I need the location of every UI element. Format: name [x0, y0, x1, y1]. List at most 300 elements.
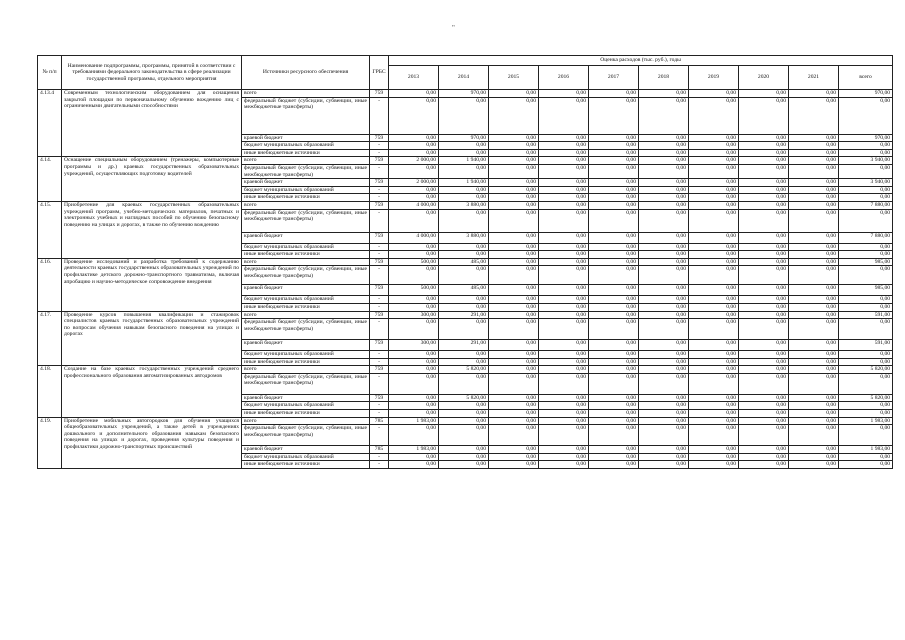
value-year: 0,00	[539, 296, 589, 304]
value-year: 0,00	[739, 149, 789, 157]
value-total: 591,00	[839, 340, 893, 351]
table-row	[38, 366, 893, 374]
value-total: 3 940,00	[839, 179, 893, 187]
value-year: 0,00	[739, 373, 789, 394]
value-year: 0,00	[389, 149, 439, 157]
value-year: 0,00	[389, 373, 439, 394]
value-year: 4 000,00	[389, 201, 439, 209]
value-year: 2 000,00	[389, 179, 439, 187]
value-year: 0,00	[439, 296, 489, 304]
value-year: 0,00	[789, 366, 839, 374]
header-year: 2019	[689, 66, 739, 90]
value-year: 485,00	[439, 285, 489, 296]
value-year: 0,00	[789, 425, 839, 446]
value-year: 0,00	[739, 186, 789, 194]
value-year: 0,00	[389, 134, 439, 142]
value-year: 0,00	[639, 417, 689, 425]
item-number: 4.13.4	[38, 90, 62, 157]
source-extra: иные внебюджетные источники	[242, 358, 370, 366]
header-year: 2014	[439, 66, 489, 90]
value-year: 0,00	[739, 394, 789, 402]
value-total: 7 880,00	[839, 201, 893, 209]
grbs-code: -	[370, 351, 389, 359]
value-year: 3 880,00	[439, 232, 489, 243]
value-year: 0,00	[589, 258, 639, 266]
value-year: 0,00	[489, 351, 539, 359]
value-year: 0,00	[439, 373, 489, 394]
value-year: 0,00	[789, 402, 839, 410]
value-year: 0,00	[389, 351, 439, 359]
value-year: 0,00	[789, 164, 839, 178]
value-year: 0,00	[389, 194, 439, 202]
grbs-code: -	[370, 425, 389, 446]
item-number: 4.14.	[38, 157, 62, 202]
value-year: 0,00	[789, 142, 839, 150]
value-year: 0,00	[539, 157, 589, 165]
header-no: № п/п	[38, 56, 62, 90]
value-year: 0,00	[689, 209, 739, 232]
value-year: 300,00	[389, 340, 439, 351]
value-year: 0,00	[789, 417, 839, 425]
value-year: 0,00	[789, 179, 839, 187]
value-year: 0,00	[589, 296, 639, 304]
grbs-code: 785	[370, 417, 389, 425]
source-extra: иные внебюджетные источники	[242, 303, 370, 311]
grbs-code: 759	[370, 90, 389, 98]
value-year: 0,00	[639, 164, 689, 178]
value-year: 0,00	[689, 402, 739, 410]
value-year: 1 940,00	[439, 179, 489, 187]
value-year: 0,00	[589, 285, 639, 296]
value-year: 0,00	[639, 425, 689, 446]
value-year: 0,00	[639, 134, 689, 142]
grbs-code: -	[370, 209, 389, 232]
item-name: Проведение курсов повышения квалификации и стажировок специалистов краевых государственных образовательных учреждений по вопросам обучения навыкам безопасного поведения на улицах и дорогах	[62, 311, 242, 366]
value-year: 0,00	[389, 243, 439, 251]
source-total: всего	[242, 417, 370, 425]
value-year: 1 983,00	[389, 446, 439, 454]
grbs-code: 759	[370, 232, 389, 243]
value-year: 0,00	[539, 97, 589, 134]
value-year: 0,00	[589, 394, 639, 402]
value-year: 0,00	[689, 251, 739, 259]
value-year: 0,00	[489, 179, 539, 187]
value-year: 0,00	[539, 243, 589, 251]
value-year: 0,00	[739, 351, 789, 359]
value-year: 0,00	[739, 209, 789, 232]
value-year: 500,00	[389, 285, 439, 296]
value-year: 0,00	[389, 90, 439, 98]
grbs-code: 759	[370, 366, 389, 374]
value-year: 0,00	[389, 186, 439, 194]
source-extra: иные внебюджетные источники	[242, 149, 370, 157]
value-year: 0,00	[789, 243, 839, 251]
value-year: 0,00	[589, 157, 639, 165]
grbs-code: -	[370, 296, 389, 304]
value-year: 0,00	[789, 303, 839, 311]
grbs-code: 759	[370, 157, 389, 165]
value-year: 0,00	[539, 417, 589, 425]
value-year: 0,00	[389, 366, 439, 374]
value-year: 0,00	[439, 186, 489, 194]
item-name: Создание на базе краевых государственных учреждений среднего профессионального образования автоматизированных автодромов	[62, 366, 242, 417]
value-year: 0,00	[539, 351, 589, 359]
value-total: 0,00	[839, 194, 893, 202]
value-total: 5 820,00	[839, 366, 893, 374]
value-year: 0,00	[589, 425, 639, 446]
expense-table	[37, 55, 893, 469]
value-year: 0,00	[689, 453, 739, 461]
value-year: 0,00	[689, 358, 739, 366]
item-name: Приобретение мобильных автогородков для обучения учащихся общеобразовательных учреждений, а также детей в учреждениях дошкольного и дополнительного образования навыкам безопасного поведения на улицах и дорогах, проведения культуры поведения и профилактики дорожно-транспортных происшествий	[62, 417, 242, 468]
value-year: 0,00	[389, 142, 439, 150]
grbs-code: -	[370, 142, 389, 150]
value-year: 4 000,00	[389, 232, 439, 243]
value-year: 0,00	[789, 373, 839, 394]
value-year: 0,00	[639, 410, 689, 418]
value-year: 0,00	[489, 258, 539, 266]
value-year: 0,00	[639, 201, 689, 209]
value-year: 0,00	[789, 90, 839, 98]
value-year: 0,00	[739, 285, 789, 296]
value-year: 970,00	[439, 90, 489, 98]
value-year: 0,00	[689, 296, 739, 304]
value-year: 0,00	[439, 194, 489, 202]
value-year: 0,00	[489, 243, 539, 251]
value-total: 0,00	[839, 142, 893, 150]
value-total: 7 880,00	[839, 232, 893, 243]
value-year: 0,00	[689, 311, 739, 319]
value-year: 0,00	[489, 97, 539, 134]
value-year: 0,00	[639, 157, 689, 165]
value-year: 0,00	[439, 410, 489, 418]
value-year: 0,00	[739, 232, 789, 243]
value-year: 0,00	[689, 373, 739, 394]
value-year: 0,00	[739, 366, 789, 374]
value-year: 0,00	[789, 358, 839, 366]
value-year: 0,00	[739, 134, 789, 142]
header-source: Источники ресурсного обеспечения	[242, 56, 370, 90]
value-year: 0,00	[539, 410, 589, 418]
value-year: 0,00	[789, 149, 839, 157]
value-total: 0,00	[839, 209, 893, 232]
value-year: 0,00	[489, 285, 539, 296]
value-year: 0,00	[789, 285, 839, 296]
value-year: 0,00	[489, 453, 539, 461]
value-year: 0,00	[439, 164, 489, 178]
header-year: 2020	[739, 66, 789, 90]
value-year: 0,00	[539, 201, 589, 209]
value-year: 0,00	[539, 311, 589, 319]
value-total: 0,00	[839, 351, 893, 359]
value-year: 0,00	[589, 232, 639, 243]
item-name: Проведение исследований и разработка требований к содержанию деятельности краевых государственных образовательных учреждений по профилактике детского дорожно-транспортного травматизма, включая апробацию и научно-методическое сопровождение внедрения	[62, 258, 242, 311]
value-year: 0,00	[539, 164, 589, 178]
value-year: 0,00	[489, 417, 539, 425]
value-total: 0,00	[839, 373, 893, 394]
value-year: 0,00	[439, 142, 489, 150]
value-year: 2 000,00	[389, 157, 439, 165]
value-year: 0,00	[589, 243, 639, 251]
value-year: 0,00	[589, 311, 639, 319]
value-year: 0,00	[739, 179, 789, 187]
value-year: 0,00	[689, 394, 739, 402]
value-year: 0,00	[789, 410, 839, 418]
value-year: 0,00	[639, 243, 689, 251]
value-year: 0,00	[639, 446, 689, 454]
value-year: 0,00	[489, 90, 539, 98]
value-year: 0,00	[389, 410, 439, 418]
value-year: 0,00	[489, 311, 539, 319]
value-year: 291,00	[439, 311, 489, 319]
value-year: 0,00	[739, 319, 789, 340]
value-year: 0,00	[639, 311, 689, 319]
value-year: 0,00	[689, 366, 739, 374]
source-total: всего	[242, 201, 370, 209]
source-federal: федеральный бюджет (субсидии, субвенции, иные межбюджетные трансферты)	[242, 373, 370, 394]
value-year: 0,00	[439, 266, 489, 285]
header-year: 2021	[789, 66, 839, 90]
value-year: 0,00	[589, 149, 639, 157]
value-year: 0,00	[589, 402, 639, 410]
grbs-code: -	[370, 373, 389, 394]
item-number: 4.18.	[38, 366, 62, 417]
source-municipal: бюджет муниципальных образований	[242, 243, 370, 251]
value-year: 0,00	[689, 446, 739, 454]
value-year: 3 880,00	[439, 201, 489, 209]
value-year: 0,00	[389, 303, 439, 311]
value-total: 0,00	[839, 97, 893, 134]
value-year: 0,00	[539, 258, 589, 266]
header-year: 2015	[489, 66, 539, 90]
grbs-code: -	[370, 194, 389, 202]
grbs-code: 759	[370, 134, 389, 142]
value-year: 0,00	[639, 402, 689, 410]
value-year: 0,00	[589, 417, 639, 425]
value-year: 0,00	[589, 164, 639, 178]
grbs-code: -	[370, 402, 389, 410]
value-year: 0,00	[739, 461, 789, 469]
value-year: 0,00	[389, 209, 439, 232]
value-year: 0,00	[589, 410, 639, 418]
value-year: 0,00	[589, 340, 639, 351]
value-year: 0,00	[789, 311, 839, 319]
grbs-code: -	[370, 164, 389, 178]
value-year: 0,00	[539, 453, 589, 461]
grbs-code: -	[370, 303, 389, 311]
header-grbs: ГРБС	[370, 56, 389, 90]
value-year: 0,00	[439, 461, 489, 469]
value-year: 0,00	[689, 149, 739, 157]
source-regional: краевой бюджет	[242, 134, 370, 142]
grbs-code: 759	[370, 285, 389, 296]
value-year: 0,00	[689, 410, 739, 418]
value-year: 0,00	[489, 149, 539, 157]
value-year: 0,00	[489, 402, 539, 410]
item-name: Современным технологическим оборудованием для оснащения закрытой площадки по первоначальному обучению вождению лиц с ограниченными двигательными способностями	[62, 90, 242, 157]
value-year: 0,00	[689, 243, 739, 251]
value-year: 0,00	[689, 461, 739, 469]
grbs-code: -	[370, 186, 389, 194]
value-year: 0,00	[489, 296, 539, 304]
value-year: 0,00	[689, 134, 739, 142]
value-year: 0,00	[639, 358, 689, 366]
value-year: 0,00	[739, 164, 789, 178]
value-year: 0,00	[489, 201, 539, 209]
header-year: 2017	[589, 66, 639, 90]
value-total: 5 820,00	[839, 394, 893, 402]
value-year: 0,00	[739, 410, 789, 418]
value-year: 0,00	[539, 285, 589, 296]
source-total: всего	[242, 311, 370, 319]
value-year: 0,00	[689, 285, 739, 296]
value-year: 0,00	[789, 157, 839, 165]
value-year: 0,00	[789, 446, 839, 454]
value-year: 1 983,00	[389, 417, 439, 425]
source-federal: федеральный бюджет (субсидии, субвенции, иные межбюджетные трансферты)	[242, 97, 370, 134]
value-year: 0,00	[539, 373, 589, 394]
value-year: 0,00	[639, 90, 689, 98]
grbs-code: 759	[370, 201, 389, 209]
value-year: 0,00	[739, 97, 789, 134]
source-total: всего	[242, 90, 370, 98]
grbs-code: -	[370, 461, 389, 469]
value-year: 0,00	[439, 149, 489, 157]
value-year: 0,00	[489, 134, 539, 142]
value-year: 0,00	[489, 446, 539, 454]
value-year: 0,00	[689, 340, 739, 351]
value-year: 0,00	[739, 251, 789, 259]
value-year: 0,00	[689, 303, 739, 311]
value-year: 0,00	[389, 425, 439, 446]
value-year: 0,00	[789, 258, 839, 266]
value-year: 485,00	[439, 258, 489, 266]
value-year: 0,00	[789, 201, 839, 209]
value-year: 0,00	[489, 366, 539, 374]
value-total: 985,00	[839, 285, 893, 296]
value-year: 0,00	[439, 243, 489, 251]
value-year: 0,00	[739, 157, 789, 165]
value-year: 0,00	[739, 142, 789, 150]
value-year: 0,00	[639, 209, 689, 232]
value-year: 0,00	[739, 90, 789, 98]
value-year: 0,00	[739, 417, 789, 425]
item-number: 4.16.	[38, 258, 62, 311]
value-year: 0,00	[539, 366, 589, 374]
grbs-code: 759	[370, 340, 389, 351]
source-municipal: бюджет муниципальных образований	[242, 186, 370, 194]
value-year: 0,00	[689, 164, 739, 178]
grbs-code: -	[370, 266, 389, 285]
grbs-code: 759	[370, 394, 389, 402]
value-year: 0,00	[789, 453, 839, 461]
value-year: 0,00	[539, 394, 589, 402]
value-year: 0,00	[689, 90, 739, 98]
value-year: 0,00	[639, 351, 689, 359]
value-year: 0,00	[639, 258, 689, 266]
value-total: 0,00	[839, 186, 893, 194]
value-year: 0,00	[639, 394, 689, 402]
grbs-code: 759	[370, 179, 389, 187]
value-year: 1 940,00	[439, 157, 489, 165]
value-year: 0,00	[739, 201, 789, 209]
value-year: 0,00	[639, 319, 689, 340]
value-year: 0,00	[489, 209, 539, 232]
grbs-code: -	[370, 410, 389, 418]
value-total: 0,00	[839, 410, 893, 418]
value-year: 0,00	[689, 425, 739, 446]
value-year: 0,00	[739, 266, 789, 285]
value-total: 591,00	[839, 311, 893, 319]
value-year: 0,00	[789, 134, 839, 142]
value-year: 0,00	[389, 402, 439, 410]
grbs-code: 759	[370, 258, 389, 266]
table-row	[38, 201, 893, 209]
value-total: 0,00	[839, 303, 893, 311]
value-year: 0,00	[539, 90, 589, 98]
value-year: 0,00	[689, 232, 739, 243]
value-year: 0,00	[689, 351, 739, 359]
value-year: 0,00	[739, 425, 789, 446]
source-federal: федеральный бюджет (субсидии, субвенции, иные межбюджетные трансферты)	[242, 209, 370, 232]
value-year: 0,00	[689, 258, 739, 266]
value-year: 0,00	[589, 97, 639, 134]
value-year: 0,00	[639, 186, 689, 194]
value-year: 0,00	[589, 194, 639, 202]
value-year: 0,00	[489, 394, 539, 402]
value-year: 0,00	[789, 319, 839, 340]
source-federal: федеральный бюджет (субсидии, субвенции, иные межбюджетные трансферты)	[242, 266, 370, 285]
value-year: 0,00	[489, 303, 539, 311]
value-year: 0,00	[539, 402, 589, 410]
header-year: 2018	[639, 66, 689, 90]
value-year: 0,00	[539, 194, 589, 202]
value-year: 0,00	[639, 149, 689, 157]
value-year: 0,00	[439, 319, 489, 340]
value-year: 0,00	[539, 186, 589, 194]
value-year: 0,00	[489, 461, 539, 469]
value-year: 0,00	[689, 142, 739, 150]
value-year: 0,00	[439, 209, 489, 232]
value-year: 0,00	[489, 164, 539, 178]
source-federal: федеральный бюджет (субсидии, субвенции, иные межбюджетные трансферты)	[242, 425, 370, 446]
header-estimate: Оценка расходов (тыс. руб.), годы	[389, 56, 893, 66]
source-federal: федеральный бюджет (субсидии, субвенции, иные межбюджетные трансферты)	[242, 319, 370, 340]
value-total: 0,00	[839, 453, 893, 461]
header-total: всего	[839, 66, 893, 90]
value-year: 0,00	[439, 446, 489, 454]
value-year: 5 820,00	[439, 394, 489, 402]
value-year: 0,00	[739, 303, 789, 311]
value-total: 0,00	[839, 358, 893, 366]
source-regional: краевой бюджет	[242, 285, 370, 296]
table-row	[38, 417, 893, 425]
value-year: 0,00	[589, 179, 639, 187]
value-year: 0,00	[639, 296, 689, 304]
value-year: 0,00	[539, 251, 589, 259]
value-year: 0,00	[689, 266, 739, 285]
value-year: 0,00	[389, 251, 439, 259]
value-total: 3 940,00	[839, 157, 893, 165]
source-regional: краевой бюджет	[242, 446, 370, 454]
value-year: 0,00	[589, 142, 639, 150]
header-year: 2016	[539, 66, 589, 90]
value-year: 0,00	[789, 209, 839, 232]
value-total: 0,00	[839, 149, 893, 157]
value-total: 0,00	[839, 425, 893, 446]
value-year: 0,00	[539, 179, 589, 187]
value-year: 0,00	[539, 303, 589, 311]
